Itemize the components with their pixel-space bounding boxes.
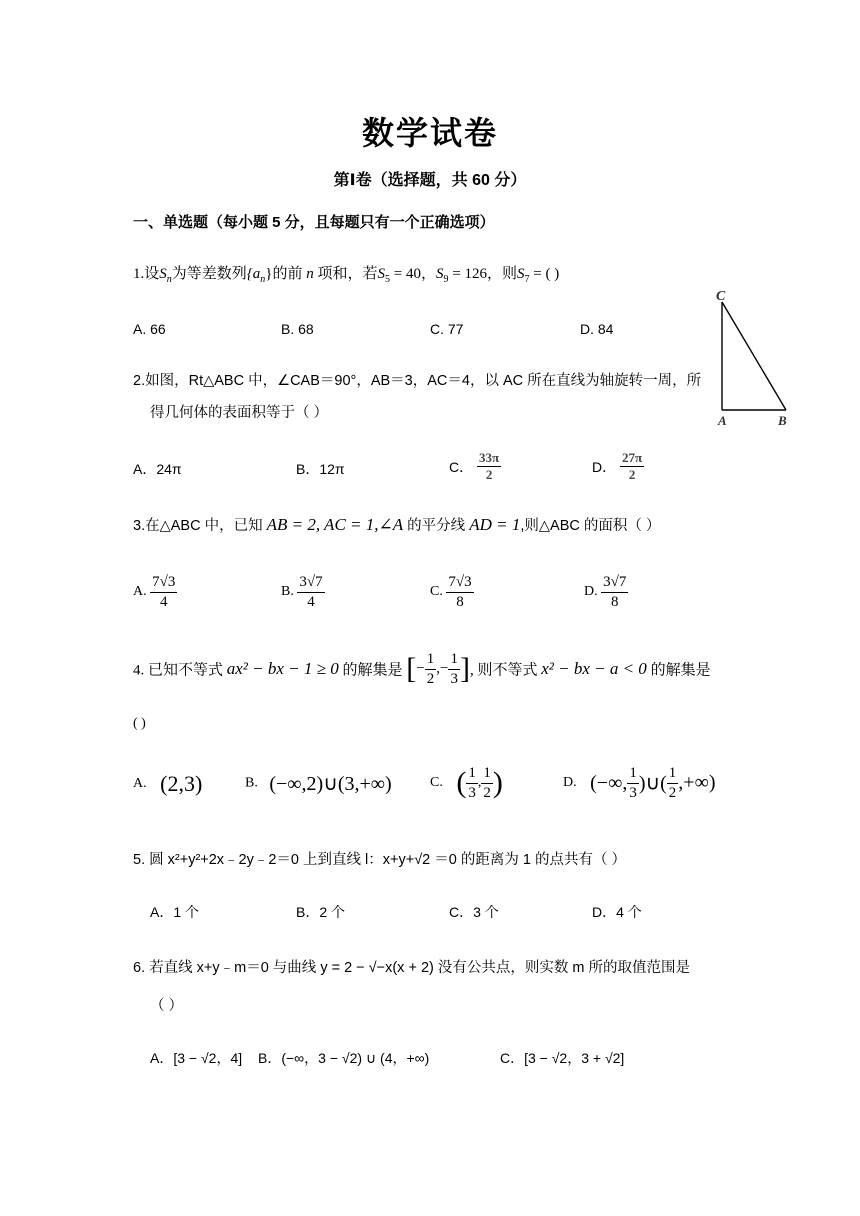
q1-cond1-val: = 40 <box>390 266 421 282</box>
section-heading: 一、单选题（每小题 5 分，且每题只有一个正确选项） <box>133 214 495 231</box>
q3-option-d[interactable]: D. $\frac{3√7}{8}$ <box>584 574 627 610</box>
q2-option-d-fraction: $\frac{27\pi}{2}$ <box>622 450 643 483</box>
q1-target: S <box>516 266 525 282</box>
q3-condition: AB = 2, AC = 1,∠A <box>266 515 404 534</box>
q6-option-c[interactable]: C．[3 − √2，3 + √2] <box>500 1050 625 1066</box>
q3-option-a-fraction: $\frac{7√3}{4}$ <box>152 574 176 610</box>
q3-option-b[interactable]: B. $\frac{3√7}{4}$ <box>281 574 323 610</box>
q2-option-a[interactable]: A．24π <box>133 461 182 477</box>
q1-cond2-val: = 126 <box>448 266 487 282</box>
q3-option-a[interactable]: A. $\frac{7√3}{4}$ <box>133 574 176 610</box>
question-5: 5. 圆 x²+y²+2x﹣2y﹣2＝0 上到直线 l：x+y+√2 ＝0 的距离为 1 的点共有（ ） <box>133 852 627 868</box>
q1-option-c[interactable]: C. 77 <box>430 321 464 337</box>
q1-mid4: ，则 <box>486 266 517 282</box>
q1-s-sub: n <box>166 274 172 285</box>
q3-option-d-fraction: $\frac{3√7}{8}$ <box>603 574 627 610</box>
q1-cond2-sub: 9 <box>443 274 449 285</box>
question-4: 4. 已知不等式 ax² − bx − 1 ≥ 0 的解集是 [− $\frac{1}{2}$ ,− $\frac{1}{3}$ ], 则不等式 x² − bx − a < 0 的解集是 <box>133 651 711 687</box>
vertex-b-label: B <box>778 413 787 428</box>
q3-option-b-fraction: $\frac{3√7}{4}$ <box>299 574 323 610</box>
q1-option-b[interactable]: B. 68 <box>281 321 314 337</box>
q4-option-c-fraction-2: $\frac{1}{2}$ <box>483 765 491 801</box>
question-4-paren: ( ) <box>133 716 146 731</box>
q5-option-a[interactable]: A．1 个 <box>150 904 200 920</box>
q3-bisector: AD = 1 <box>469 515 521 534</box>
q3-option-c[interactable]: C. $\frac{7√3}{8}$ <box>430 574 472 610</box>
question-2-line1: 2.如图，Rt△ABC 中，∠CAB＝90°，AB＝3，AC＝4，以 AC 所在直线为轴旋转一周，所 <box>133 373 702 389</box>
q4-option-a[interactable]: A. (2,3) <box>133 771 203 796</box>
q6-option-a[interactable]: A．[3 − √2，4] <box>150 1050 243 1066</box>
q1-option-d[interactable]: D. 84 <box>580 321 614 337</box>
q4-option-d-fraction-2: $\frac{1}{2}$ <box>668 765 677 801</box>
q1-target-sub: 7 <box>524 274 530 285</box>
page-title: 数学试卷 <box>361 115 498 151</box>
q4-option-c[interactable]: C. ( $\frac{1}{3}$ , $\frac{1}{2}$ ) <box>430 765 503 801</box>
q1-option-a[interactable]: A. 66 <box>133 321 166 337</box>
q5-option-d[interactable]: D．4 个 <box>592 904 642 920</box>
q4-option-b[interactable]: B. (−∞,2)∪(3,+∞) <box>245 773 392 795</box>
vertex-c-label: C <box>716 289 726 304</box>
q1-mid1: 为等差数列 <box>171 266 247 282</box>
q1-prefix: 1.设 <box>133 266 160 282</box>
q5-option-c[interactable]: C．3 个 <box>449 904 499 920</box>
q2-option-d-label: D． <box>592 458 617 475</box>
q1-mid3: 项和，若 <box>317 266 378 282</box>
q4-option-b-value: (−∞,2)∪(3,+∞) <box>269 773 392 795</box>
q1-seq: {a <box>246 266 261 282</box>
q4-fraction-1: $\frac{1}{2}$ <box>426 651 435 687</box>
q2-option-c[interactable] <box>449 451 501 483</box>
q1-cond2: S <box>436 266 444 282</box>
q2-option-c-fraction: $\frac{33\pi}{2}$ <box>479 450 500 483</box>
q1-cond1-sub: 5 <box>385 274 391 285</box>
q1-comma: ， <box>420 266 436 282</box>
q2-option-b[interactable]: B．12π <box>296 461 345 477</box>
q1-seq-close: } <box>265 266 273 282</box>
q1-s: S <box>159 266 167 282</box>
q4-option-a-value: (2,3) <box>160 771 203 796</box>
q2-option-c-label: C． <box>449 458 474 475</box>
question-3: 3.在△ABC 中，已知 AB = 2, AC = 1,∠A 的平分线 AD = 1,则△ABC 的面积（ ） <box>133 515 661 534</box>
q5-option-b[interactable]: B．2 个 <box>296 904 346 920</box>
side-bc <box>722 302 786 410</box>
question-6-line2: （ ） <box>150 998 184 1014</box>
q4-fraction-2: $\frac{1}{3}$ <box>450 651 458 687</box>
question-2-line2: 得几何体的表面积等于（ ） <box>150 405 329 421</box>
q3-option-c-fraction: $\frac{7√3}{8}$ <box>448 574 472 610</box>
question-1 <box>133 262 559 285</box>
triangle-figure <box>712 286 802 428</box>
q4-option-d-fraction-1: $\frac{1}{3}$ <box>629 765 637 801</box>
q6-option-b[interactable]: B．(−∞，3 − √2) ∪ (4，+∞) <box>258 1050 430 1066</box>
q1-end: = ( ) <box>529 266 560 282</box>
q1-seq-sub: n <box>260 274 266 285</box>
question-6-line1: 6. 若直线 x+y﹣m＝0 与曲线 y = 2 − √−x(x + 2) 没有公共点，则实数 m 所的取值范围是 <box>133 960 691 976</box>
q1-n: n <box>306 266 314 282</box>
vertex-a-label: A <box>718 413 727 428</box>
q1-mid2: 的前 <box>272 266 303 282</box>
page-subtitle: 第Ⅰ卷（选择题，共 60 分） <box>333 172 527 189</box>
q4-option-c-fraction-1: $\frac{1}{3}$ <box>468 765 476 801</box>
q4-option-d[interactable]: D. (−∞, $\frac{1}{3}$ )∪( $\frac{1}{2}$ ,+∞) <box>563 765 716 801</box>
q2-option-d[interactable] <box>592 451 644 483</box>
q4-inequality-1: ax² − bx − 1 ≥ 0 <box>226 659 339 678</box>
q1-cond1: S <box>377 266 386 282</box>
q4-inequality-2: x² − bx − a < 0 <box>541 659 647 678</box>
